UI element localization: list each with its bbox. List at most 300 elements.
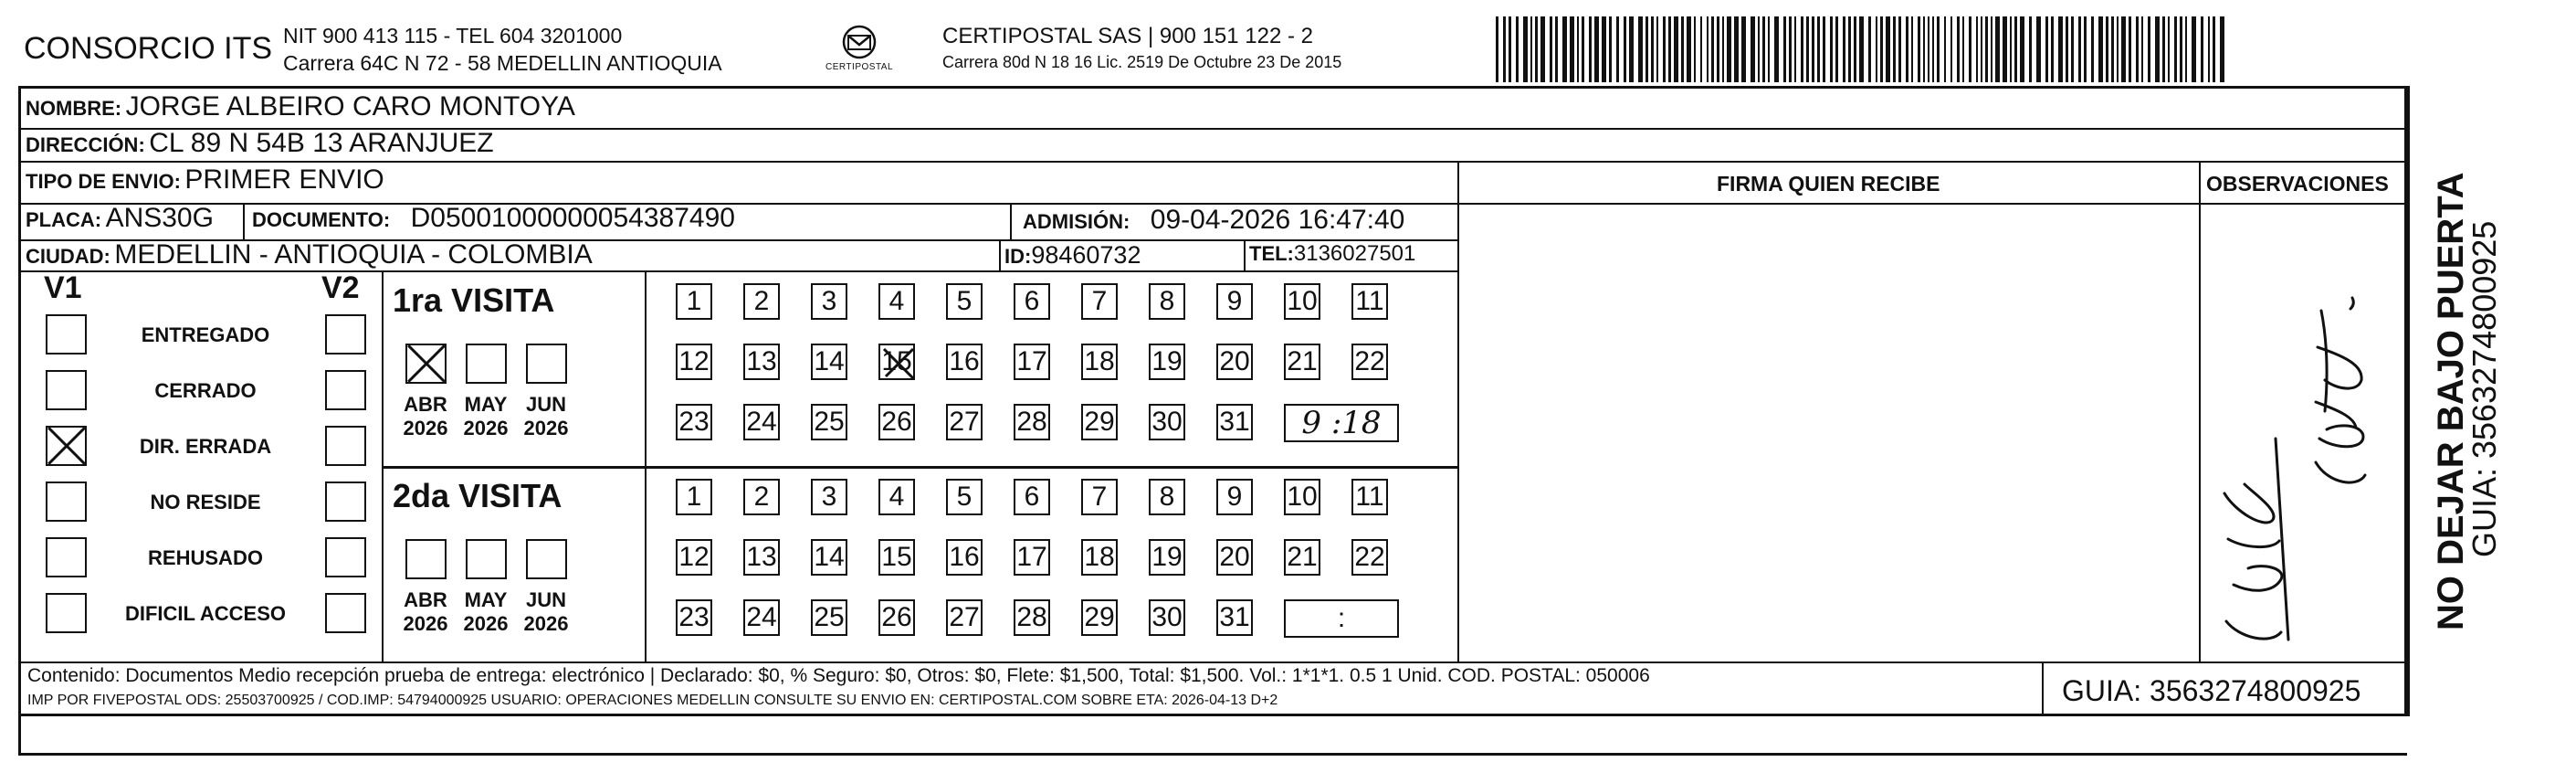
barcode-bar — [1550, 16, 1552, 82]
barcode-bar — [1711, 16, 1714, 82]
tel-value: 3136027501 — [1293, 241, 1416, 266]
v1-label: V1 — [44, 270, 82, 305]
barcode-bar — [1717, 16, 1719, 82]
visit-day-box[interactable] — [743, 404, 780, 440]
visit-day-box[interactable] — [1081, 344, 1118, 380]
documento-value: D05001000000054387490 — [410, 203, 735, 233]
visit-day-number: 19 — [1151, 346, 1183, 376]
visit-month-checkbox[interactable] — [405, 344, 447, 384]
barcode-bar — [1854, 16, 1856, 82]
visit-day-box[interactable] — [1149, 479, 1185, 515]
visit-day-box[interactable] — [1149, 539, 1185, 576]
barcode-bar — [1876, 16, 1877, 82]
visit-day-box[interactable] — [1081, 599, 1118, 636]
barcode-bar — [1656, 16, 1658, 82]
visit-day-box[interactable] — [811, 344, 847, 380]
visit-day-box[interactable] — [1014, 344, 1050, 380]
visit-day-box[interactable] — [1149, 404, 1185, 440]
visit-day-box[interactable] — [946, 539, 983, 576]
barcode-bar — [1957, 16, 1960, 82]
barcode-bar — [1768, 16, 1770, 82]
barcode-bar — [2192, 16, 2196, 82]
handwritten-observation — [2208, 210, 2400, 658]
visit-day-box[interactable] — [946, 404, 983, 440]
visit-day-box[interactable] — [1216, 283, 1253, 320]
placa-value: ANS30G — [105, 203, 214, 233]
certipostal-logo — [824, 24, 895, 77]
visit-day-number: 15 — [881, 346, 912, 376]
status-v1-checkbox[interactable] — [46, 482, 87, 522]
visit-day-number: 23 — [678, 602, 710, 632]
barcode-bar — [1928, 16, 1929, 82]
visit-day-box[interactable] — [1216, 404, 1253, 440]
status-v2-checkbox[interactable] — [325, 482, 366, 522]
barcode-bar — [2106, 16, 2108, 82]
barcode-bar — [1674, 16, 1678, 82]
visit-day-box[interactable] — [1216, 539, 1253, 576]
status-v1-checkbox[interactable] — [46, 593, 87, 633]
barcode-bar — [1758, 16, 1760, 82]
barcode-bar — [1868, 16, 1871, 82]
visit-day-number: 28 — [1016, 407, 1047, 437]
visit-day-number: 30 — [1151, 602, 1183, 632]
footer-imp: IMP POR FIVEPOSTAL ODS: 25503700925 / COD.IMP: 54794000925 USUARIO: OPERACIONES MEDELLIN CONSULTE SU ENVIO EN: CERTIPOSTAL.COM SOBRE ETA: 2026-04-13 D+2 — [27, 693, 1278, 708]
visit-day-number: 14 — [814, 542, 845, 572]
barcode-bar — [1848, 16, 1851, 82]
barcode-bar — [1602, 16, 1606, 82]
barcode-bar — [1830, 16, 1833, 82]
visit-day-number: 14 — [814, 346, 845, 376]
status-v2-checkbox[interactable] — [325, 426, 366, 466]
visit-day-number: 2 — [753, 482, 770, 512]
visit-month-year: 2026 — [523, 417, 569, 439]
barcode-bar — [1496, 16, 1498, 82]
barcode-bar — [1906, 16, 1908, 82]
visit-day-box[interactable] — [1351, 479, 1388, 515]
visit-month-name: JUN — [525, 588, 566, 611]
status-v1-checkbox[interactable] — [46, 314, 87, 355]
visit-day-number: 6 — [1024, 482, 1040, 512]
visit-day-box[interactable] — [743, 344, 780, 380]
barcode-bar — [2045, 16, 2048, 82]
barcode-bar — [2162, 16, 2165, 82]
barcode-bar — [2201, 16, 2203, 82]
visit-day-box[interactable] — [878, 404, 915, 440]
tel-label: TEL: — [1249, 242, 1294, 265]
barcode — [1496, 16, 2226, 82]
visit-month-checkbox[interactable] — [466, 344, 507, 384]
visit-day-box[interactable] — [676, 539, 712, 576]
visit-day-box[interactable] — [878, 344, 915, 380]
direccion-field — [26, 128, 494, 159]
barcode-bar — [1687, 16, 1691, 82]
visit-day-number: 16 — [949, 542, 980, 572]
visit-day-box[interactable] — [946, 283, 983, 320]
barcode-bar — [2029, 16, 2032, 82]
visit-day-number: 11 — [1355, 286, 1384, 316]
visit-day-box[interactable] — [676, 479, 712, 515]
barcode-bar — [2155, 16, 2160, 82]
visit-time-box[interactable] — [1284, 404, 1399, 442]
visit-day-box[interactable] — [1081, 539, 1118, 576]
status-v2-checkbox[interactable] — [325, 370, 366, 410]
barcode-bar — [1886, 16, 1890, 82]
barcode-bar — [2014, 16, 2017, 82]
barcode-bar — [2121, 16, 2126, 82]
documento-label: DOCUMENTO: — [252, 208, 391, 231]
company-nit-tel: NIT 900 413 115 - TEL 604 3201000 — [283, 24, 623, 48]
barcode-bar — [1812, 16, 1814, 82]
visit-day-box[interactable] — [1284, 283, 1320, 320]
barcode-bar — [1976, 16, 1978, 82]
barcode-bar — [1722, 16, 1724, 82]
ciudad-field — [26, 239, 593, 270]
visit-day-box[interactable] — [878, 599, 915, 636]
visit-month-year: 2026 — [463, 612, 509, 635]
barcode-bar — [1663, 16, 1666, 82]
barcode-bar — [1923, 16, 1925, 82]
barcode-bar — [1932, 16, 1934, 82]
status-option-label: CERRADO — [154, 379, 257, 402]
visit-month-label — [458, 588, 513, 636]
barcode-bar — [1985, 16, 1988, 82]
company-address: Carrera 64C N 72 - 58 MEDELLIN ANTIOQUIA — [283, 51, 722, 75]
visit-day-box[interactable] — [1014, 599, 1050, 636]
visit-day-number: 15 — [881, 542, 912, 572]
visit-day-number: 8 — [1159, 482, 1175, 512]
visit-month-label — [458, 393, 513, 440]
visit-day-number: 10 — [1287, 286, 1318, 316]
visit-day-number: 18 — [1084, 542, 1115, 572]
visit-day-box[interactable] — [676, 599, 712, 636]
tipo-envio-value: PRIMER ENVIO — [184, 164, 384, 195]
visit-day-number: 5 — [956, 482, 973, 512]
barcode-bar — [1734, 16, 1739, 82]
status-v2-checkbox[interactable] — [325, 314, 366, 355]
barcode-bar — [2058, 16, 2063, 82]
visit-day-box[interactable] — [1014, 283, 1050, 320]
visit-month-year: 2026 — [403, 417, 448, 439]
barcode-bar — [1794, 16, 1796, 82]
barcode-bar — [2010, 16, 2012, 82]
barcode-bar — [1609, 16, 1612, 82]
direccion-label: DIRECCIÓN: — [26, 133, 145, 156]
visit-day-number: 20 — [1219, 346, 1250, 376]
visit-day-box[interactable] — [1149, 283, 1185, 320]
barcode-bar — [2003, 16, 2007, 82]
visit-month-year: 2026 — [523, 612, 569, 635]
footer-contenido: Contenido: Documentos Medio recepción prueba de entrega: electrónico | Declarado: $0, % Seguro: $0, Otros: $0, Flete: $1,500, Total: $1,500. Vol.: 1*1*1. 0.5 1 Unid. COD. POSTAL: 050006 — [27, 665, 1650, 686]
visit-day-number: 6 — [1024, 286, 1040, 316]
barcode-bar — [1570, 16, 1574, 82]
barcode-bar — [2066, 16, 2068, 82]
visit-day-box[interactable] — [1014, 479, 1050, 515]
barcode-bar — [1694, 16, 1696, 82]
visit-day-number: 18 — [1084, 346, 1115, 376]
visit-day-box[interactable] — [1216, 344, 1253, 380]
visit-month-year: 2026 — [463, 417, 509, 439]
barcode-bar — [2098, 16, 2103, 82]
status-option-label: NO RESIDE — [150, 491, 261, 513]
visit-day-box[interactable] — [946, 599, 983, 636]
carrier-name: CERTIPOSTAL SAS | 900 151 122 - 2 — [942, 24, 1313, 48]
visit-day-number: 23 — [678, 407, 710, 437]
barcode-bar — [1562, 16, 1567, 82]
visit-day-number: 30 — [1151, 407, 1183, 437]
visit-day-box[interactable] — [676, 404, 712, 440]
visit-day-number: 24 — [746, 602, 777, 632]
logo-text: CERTIPOSTAL — [825, 62, 894, 72]
barcode-bar — [1540, 16, 1545, 82]
visit-day-number: 27 — [949, 602, 980, 632]
visit-day-box[interactable] — [811, 539, 847, 576]
v2-label: V2 — [321, 270, 360, 305]
barcode-bar — [2084, 16, 2087, 82]
status-option-label: REHUSADO — [148, 546, 263, 569]
status-option-label: ENTREGADO — [141, 323, 270, 346]
visit-day-number: 4 — [888, 482, 905, 512]
id-label: ID: — [1004, 245, 1032, 268]
barcode-bar — [1918, 16, 1920, 82]
barcode-bar — [2174, 16, 2177, 82]
visit-day-number: 28 — [1016, 602, 1047, 632]
barcode-bar — [1577, 16, 1579, 82]
barcode-bar — [2111, 16, 2114, 82]
visit-month-name: ABR — [404, 393, 447, 416]
barcode-bar — [1823, 16, 1825, 82]
documento-field — [252, 203, 735, 234]
visit-day-number: 17 — [1016, 346, 1047, 376]
visit-day-box[interactable] — [811, 479, 847, 515]
visit-day-box[interactable] — [1081, 479, 1118, 515]
visit-day-number: 8 — [1159, 286, 1175, 316]
visit-month-checkbox[interactable] — [466, 539, 507, 579]
barcode-bar — [1843, 16, 1845, 82]
visit-day-number: 26 — [881, 407, 912, 437]
status-v1-checkbox[interactable] — [46, 370, 87, 410]
visit-day-box[interactable] — [1284, 539, 1320, 576]
direccion-value: CL 89 N 54B 13 ARANJUEZ — [149, 128, 494, 158]
observaciones-header: OBSERVACIONES — [2206, 172, 2389, 196]
barcode-bar — [1981, 16, 1982, 82]
visit-day-number: 5 — [956, 286, 973, 316]
barcode-bar — [2051, 16, 2054, 82]
visit-day-box[interactable] — [1081, 404, 1118, 440]
firma-header: FIRMA QUIEN RECIBE — [1717, 172, 1940, 196]
visit-day-number: 22 — [1354, 346, 1385, 376]
barcode-bar — [1911, 16, 1913, 82]
visit-day-box[interactable] — [878, 479, 915, 515]
visit-day-box[interactable] — [743, 599, 780, 636]
barcode-bar — [1555, 16, 1558, 82]
visit-day-box[interactable] — [946, 344, 983, 380]
visit-day-number: 31 — [1219, 602, 1250, 632]
visit-day-box[interactable] — [1351, 283, 1388, 320]
barcode-bar — [2117, 16, 2119, 82]
visit-day-number: 17 — [1016, 542, 1047, 572]
visit-day-box[interactable] — [1149, 344, 1185, 380]
barcode-bar — [1969, 16, 1971, 82]
barcode-bar — [1535, 16, 1538, 82]
visit-month-year: 2026 — [403, 612, 448, 635]
visit-month-checkbox[interactable] — [526, 344, 567, 384]
barcode-bar — [1727, 16, 1731, 82]
visit-day-box[interactable] — [743, 539, 780, 576]
visit-day-number: 16 — [949, 346, 980, 376]
visit-day-number: 22 — [1354, 542, 1385, 572]
visit-day-number: 1 — [686, 286, 702, 316]
visit-day-box[interactable] — [811, 283, 847, 320]
barcode-bar — [1651, 16, 1654, 82]
barcode-bar — [1937, 16, 1940, 82]
barcode-bar — [2213, 16, 2215, 82]
barcode-bar — [1898, 16, 1901, 82]
barcode-bar — [1950, 16, 1952, 82]
company-name: CONSORCIO ITS — [24, 31, 273, 66]
visit-day-box[interactable] — [878, 283, 915, 320]
status-v2-checkbox[interactable] — [325, 593, 366, 633]
visit-day-number: 9 — [1226, 482, 1243, 512]
barcode-bar — [1995, 16, 2000, 82]
placa-label: PLACA: — [26, 208, 102, 231]
barcode-bar — [1817, 16, 1820, 82]
barcode-bar — [1751, 16, 1755, 82]
barcode-bar — [1594, 16, 1599, 82]
visit-day-box[interactable] — [1284, 344, 1320, 380]
barcode-bar — [1589, 16, 1592, 82]
visit-day-number: 31 — [1219, 407, 1250, 437]
barcode-icon — [1496, 16, 2226, 82]
id-field — [1004, 241, 1141, 270]
side-guia: GUIA: 3563274800925 — [2466, 220, 2503, 557]
tel-field — [1249, 241, 1415, 267]
nombre-field — [26, 91, 575, 122]
visit-month-name: JUN — [525, 393, 566, 416]
visit-day-number: 3 — [821, 286, 837, 316]
visit-day-number: 4 — [888, 286, 905, 316]
visit-day-number: 1 — [686, 482, 702, 512]
visit-day-box[interactable] — [946, 479, 983, 515]
visit-day-number: 11 — [1355, 482, 1384, 512]
visit-day-box[interactable] — [878, 539, 915, 576]
admision-value: 09-04-2026 16:47:40 — [1150, 205, 1405, 235]
barcode-bar — [1700, 16, 1702, 82]
visit-day-number: 2 — [753, 286, 770, 316]
id-value: 98460732 — [1031, 241, 1141, 269]
barcode-bar — [1806, 16, 1809, 82]
visit-day-number: 27 — [949, 407, 980, 437]
visit-day-box[interactable] — [811, 599, 847, 636]
visit-month-name: ABR — [404, 588, 447, 611]
visit-day-box[interactable] — [743, 479, 780, 515]
barcode-bar — [1645, 16, 1648, 82]
visit-time-box[interactable] — [1284, 599, 1399, 638]
nombre-label: NOMBRE: — [26, 97, 122, 120]
footer-guia: GUIA: 3563274800925 — [2062, 674, 2361, 707]
barcode-bar — [1880, 16, 1883, 82]
visit-day-box[interactable] — [743, 283, 780, 320]
status-v1-checkbox[interactable] — [46, 426, 87, 466]
barcode-bar — [1801, 16, 1803, 82]
visit-day-number: 12 — [678, 346, 710, 376]
visit-day-box[interactable] — [1284, 479, 1320, 515]
handwritten-signature-icon — [2208, 210, 2400, 658]
barcode-bar — [1523, 16, 1528, 82]
admision-label: ADMISIÓN: — [1023, 210, 1130, 233]
barcode-bar — [2071, 16, 2074, 82]
visit-day-number: 20 — [1219, 542, 1250, 572]
status-v2-checkbox[interactable] — [325, 537, 366, 577]
visit-title: 1ra VISITA — [393, 281, 555, 319]
placa-field — [26, 203, 214, 234]
visit-month-checkbox[interactable] — [405, 539, 447, 579]
visit-day-box[interactable] — [676, 344, 712, 380]
visit-day-box[interactable] — [676, 283, 712, 320]
barcode-bar — [2208, 16, 2210, 82]
visit-day-number: 21 — [1287, 346, 1318, 376]
visit-day-box[interactable] — [1351, 539, 1388, 576]
visit-day-box[interactable] — [1216, 479, 1253, 515]
visit-day-number: 21 — [1287, 542, 1318, 572]
visit-day-box[interactable] — [1014, 404, 1050, 440]
barcode-bar — [1638, 16, 1643, 82]
barcode-bar — [2180, 16, 2182, 82]
barcode-bar — [2020, 16, 2024, 82]
barcode-bar — [1516, 16, 1519, 82]
status-option-label: DIR. ERRADA — [139, 435, 272, 458]
visit-day-number: 24 — [746, 407, 777, 437]
barcode-bar — [2185, 16, 2187, 82]
status-option-label: DIFICIL ACCESO — [124, 602, 286, 625]
barcode-bar — [1783, 16, 1786, 82]
visit-day-box[interactable] — [1014, 539, 1050, 576]
visit-title: 2da VISITA — [393, 477, 563, 514]
visit-month-checkbox[interactable] — [526, 539, 567, 579]
visit-day-number: 9 — [1226, 286, 1243, 316]
visit-day-number: 25 — [814, 407, 845, 437]
visit-month-name: MAY — [464, 588, 508, 611]
visit-day-number: 29 — [1084, 407, 1115, 437]
visit-day-number: 7 — [1091, 286, 1108, 316]
barcode-bar — [1509, 16, 1511, 82]
visit-day-box[interactable] — [1351, 344, 1388, 380]
visit-day-number: 3 — [821, 482, 837, 512]
visit-time-value: 9 :18 — [1301, 405, 1382, 441]
visit-day-box[interactable] — [1149, 599, 1185, 636]
barcode-bar — [1774, 16, 1779, 82]
barcode-bar — [1681, 16, 1684, 82]
barcode-bar — [1962, 16, 1964, 82]
barcode-bar — [2091, 16, 2094, 82]
barcode-bar — [1789, 16, 1792, 82]
nombre-value: JORGE ALBEIRO CARO MONTOYA — [125, 91, 575, 122]
visit-day-box[interactable] — [1216, 599, 1253, 636]
ciudad-label: CIUDAD: — [26, 245, 110, 268]
barcode-bar — [2036, 16, 2041, 82]
status-v1-checkbox[interactable] — [46, 537, 87, 577]
visit-day-number: 29 — [1084, 602, 1115, 632]
barcode-bar — [2168, 16, 2170, 82]
visit-day-box[interactable] — [1081, 283, 1118, 320]
barcode-bar — [1944, 16, 1946, 82]
visit-month-label — [398, 393, 453, 440]
visit-day-box[interactable] — [811, 404, 847, 440]
admision-field — [1023, 205, 1404, 236]
barcode-bar — [1503, 16, 1506, 82]
ciudad-value: MEDELLIN - ANTIOQUIA - COLOMBIA — [114, 239, 593, 270]
visit-month-name: MAY — [464, 393, 508, 416]
visit-month-label — [519, 588, 573, 636]
